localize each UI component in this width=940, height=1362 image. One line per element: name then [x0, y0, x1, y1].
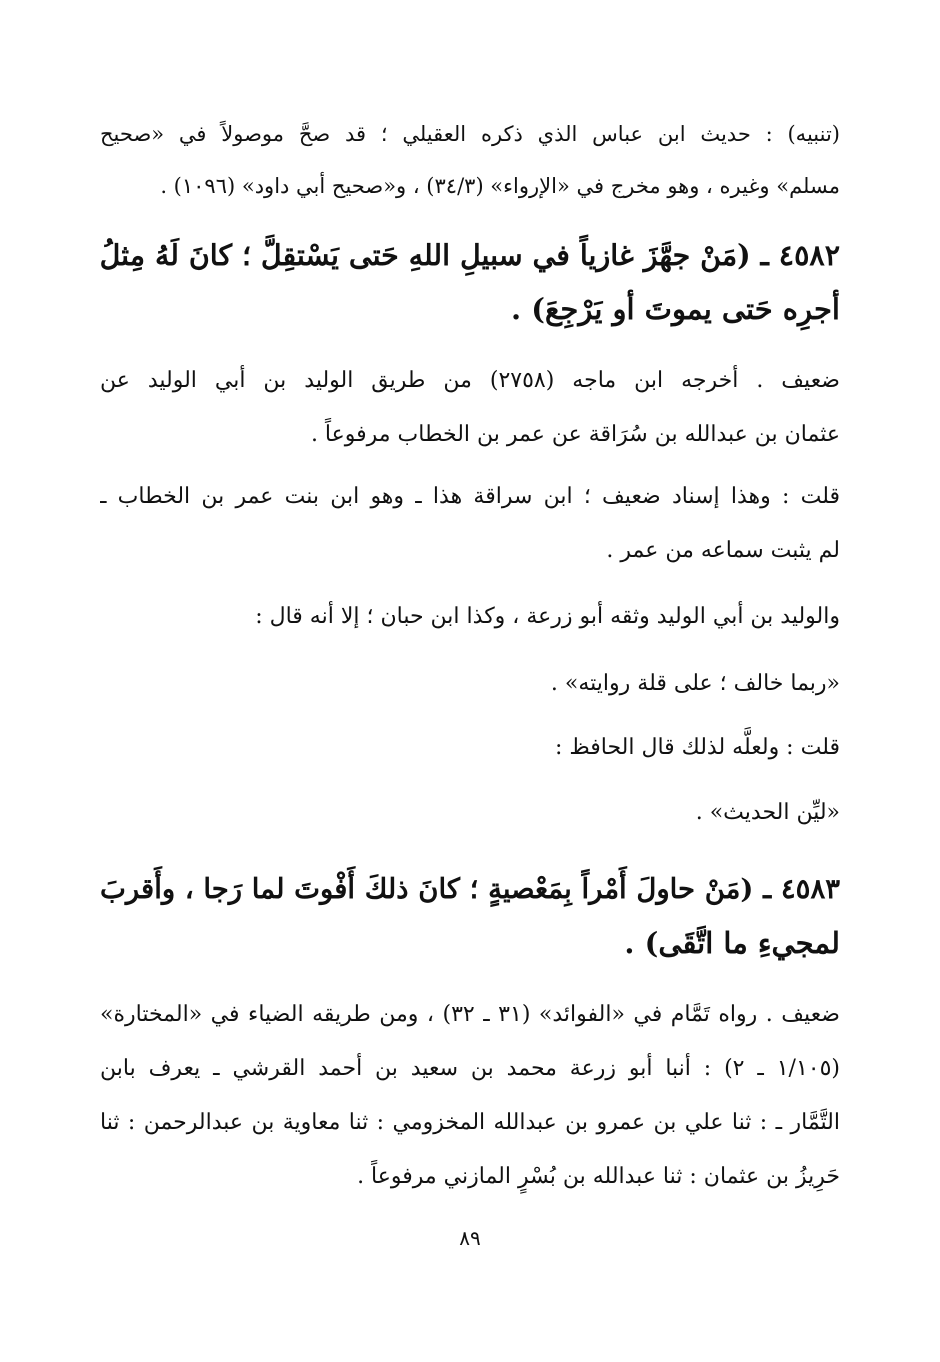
- takhrij-4582: [100, 354, 840, 462]
- quote-1-text: «ربما خالف ؛ على قلة روايته» .: [550, 671, 840, 696]
- page-number: ٨٩: [459, 1226, 481, 1250]
- comment-paragraph-2: [100, 590, 840, 644]
- takhrij-4582-line-1: ضعيف . أخرجه ابن ماجه (٢٧٥٨) من طريق الوليد بن أبي الوليد عن: [100, 368, 840, 393]
- comment-1-line-1: قلت : وهذا إسناد ضعيف ؛ ابن سراقة هذا ـ وهو ابن بنت عمر بن الخطاب ـ: [100, 484, 840, 509]
- takhrij-4583-line-3: التَّمَّار ـ : ثنا علي بن عمرو بن عبدالله المخزومي : ثنا معاوية بن عبدالرحمن : ثنا: [100, 1110, 840, 1135]
- takhrij-4583-line-2: (١/١٠٥ ـ ٢) : أنبا أبو زرعة محمد بن سعيد بن أحمد القرشي ـ يعرف بابن: [100, 1056, 840, 1081]
- note-paragraph: [100, 108, 840, 212]
- comment-2-text: والوليد بن أبي الوليد وثقه أبو زرعة ، وكذا ابن حبان ؛ إلا أنه قال :: [255, 604, 840, 629]
- hadith-4582-line-2: أجرِه حَتى يموتَ أو يَرْجِعَ) .: [511, 292, 840, 326]
- comment-1-line-2: لم يثبت سماعه من عمر .: [606, 538, 840, 563]
- hadith-4583-line-1: ٤٥٨٣ ـ (مَنْ حاولَ أَمْراً بِمَعْصيةٍ ؛ كانَ ذلكَ أَفْوتَ لما رَجا ، وأَقربَ: [100, 873, 840, 905]
- takhrij-4583-line-4: حَرِيزُ بن عثمان : ثنا عبدالله بن بُسْرٍ المازني مرفوعاً .: [357, 1164, 840, 1189]
- takhrij-4583: [100, 988, 840, 1204]
- quote-1: [100, 657, 840, 711]
- hadith-4583: [100, 862, 840, 970]
- hadith-4582: [100, 228, 840, 336]
- comment-paragraph-1: [100, 470, 840, 578]
- comment-paragraph-3: [100, 721, 840, 775]
- hadith-4582-line-1: ٤٥٨٢ ـ (مَنْ جهَّزَ غازياً في سبيلِ اللهِ حَتى يَسْتقِلَّ ؛ كانَ لَهُ مِثلُ: [100, 238, 840, 272]
- takhrij-4582-line-2: عثمان بن عبدالله بن سُرَاقة عن عمر بن الخطاب مرفوعاً .: [310, 422, 840, 447]
- comment-3-text: قلت : ولعلَّه لذلك قال الحافظ :: [554, 735, 840, 760]
- quote-2: [100, 786, 840, 840]
- note-line-1: (تنبيه) : حديث ابن عباس الذي ذكره العقيلي ؛ قد صحَّ موصولاً في «صحيح: [100, 122, 840, 146]
- hadith-4583-line-2: لمجيءِ ما اتَّقَى) .: [624, 926, 840, 960]
- takhrij-4583-line-1: ضعيف . رواه تَمَّام في «الفوائد» (٣١ ـ ٣٢) ، ومن طريقه الضياء في «المختارة»: [100, 1002, 840, 1027]
- quote-2-text: «ليِّن الحديث» .: [695, 800, 840, 825]
- note-line-2: مسلم» وغيره ، وهو مخرج في «الإرواء» (٣٤/٣) ، و«صحيح أبي داود» (١٠٩٦) .: [160, 174, 840, 198]
